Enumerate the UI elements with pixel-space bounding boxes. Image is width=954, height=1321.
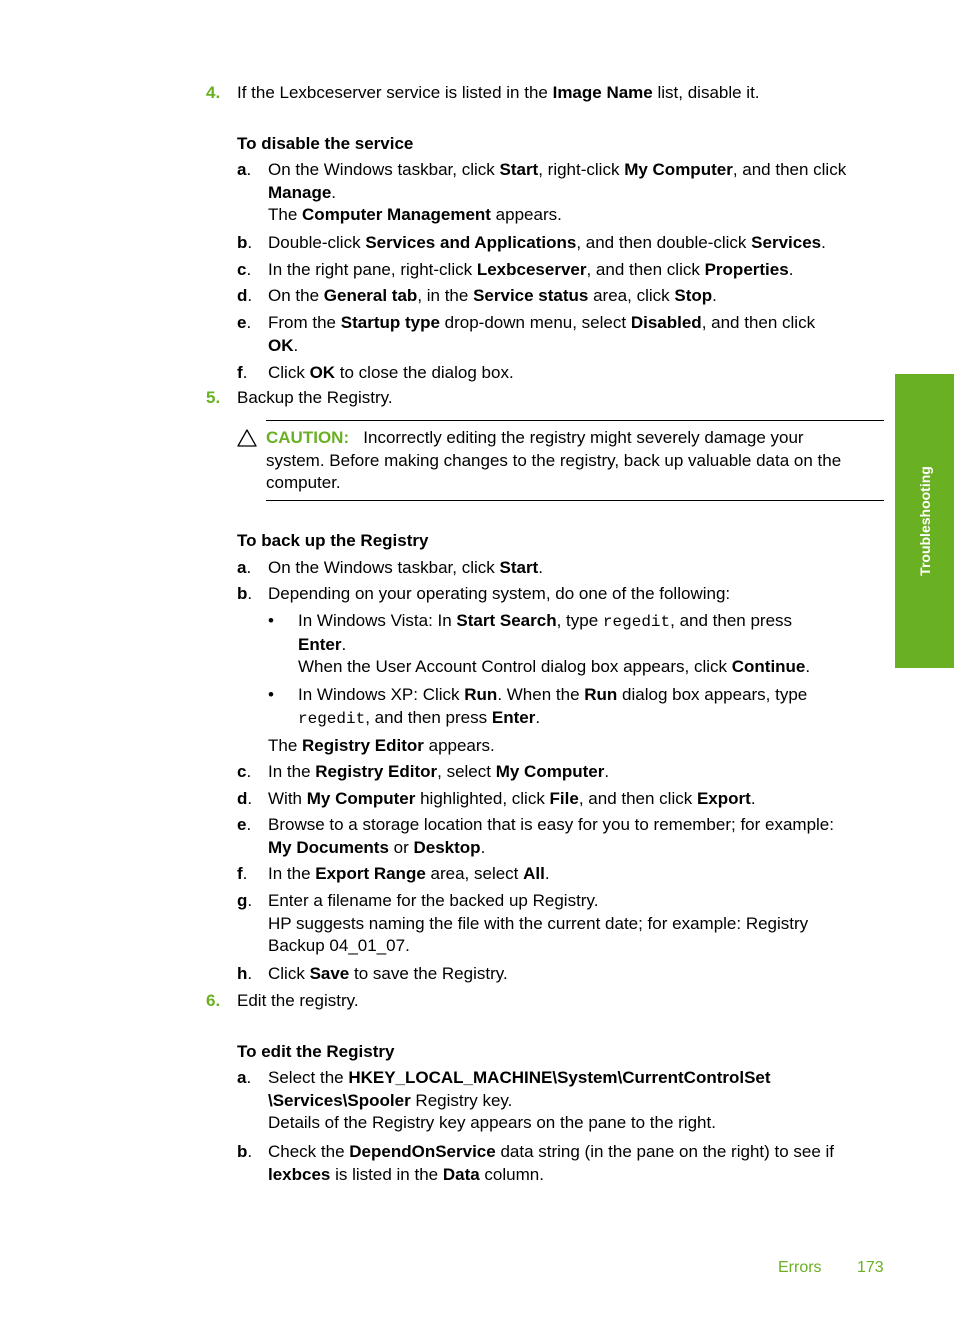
warning-triangle-icon [237,429,257,449]
section-heading: To disable the service [237,134,414,153]
step-text: If the Lexbceserver service is listed in the Image Name list, disable it. [237,83,760,102]
list-item: In the Export Range area, select All. [268,864,550,883]
list-item: Double-click Services and Applications, and then double-click Services. [268,233,826,252]
list-item: With My Computer highlighted, click File, and then click Export. [268,789,756,808]
item-letter: g. [237,891,253,910]
item-letter: a. [237,1068,252,1087]
item-letter: b. [237,584,253,603]
caution-bottom-rule [266,500,884,501]
step-text: Edit the registry. [237,991,359,1010]
note-text: The Registry Editor appears. [268,736,495,755]
item-letter: a. [237,160,252,179]
list-item: Depending on your operating system, do one of the following: [268,584,731,603]
list-item: Browse to a storage location that is easy for you to remember; for example: My Documents or Desktop. [268,815,834,857]
list-item: On the Windows taskbar, click Start, right-click My Computer, and then click Manage. The Computer Management appears. [268,160,847,224]
section-heading: To back up the Registry [237,531,429,550]
bullet-item-xp: In Windows XP: Click Run. When the Run dialog box appears, type regedit, and then press Enter. [298,685,808,728]
chapter-tab-label: Troubleshooting [916,466,933,576]
footer-section: Errors [778,1259,822,1276]
section-heading: To edit the Registry [237,1042,395,1061]
item-letter: f. [237,363,248,382]
list-item: On the Windows taskbar, click Start. [268,558,543,577]
item-letter: f. [237,864,248,883]
bullet-item-vista: In Windows Vista: In Start Search, type regedit, and then press Enter. When the User Account Control dialog box appears, click Continue. [298,611,811,676]
bullet: • [268,685,274,704]
list-item: In the right pane, right-click Lexbceserver, and then click Properties. [268,260,794,279]
chapter-tab [895,374,954,668]
item-letter: e. [237,313,252,332]
step-number: 4. [206,83,221,102]
caution-text: CAUTION: Incorrectly editing the registry might severely damage your system. Before making changes to the registry, back up valuable data on the computer. [266,428,842,492]
list-item: Check the DependOnService data string (in the pane on the right) to see if lexbces is listed in the Data column. [268,1142,835,1184]
step-number: 5. [206,388,221,407]
item-letter: a. [237,558,252,577]
item-letter: c. [237,762,252,781]
list-item: Click OK to close the dialog box. [268,363,514,382]
item-letter: c. [237,260,252,279]
list-item: Click Save to save the Registry. [268,964,508,983]
page-number: 173 [857,1259,884,1276]
list-item: In the Registry Editor, select My Computer. [268,762,610,781]
item-letter: h. [237,964,253,983]
list-item: Select the HKEY_LOCAL_MACHINE\System\CurrentControlSet \Services\Spooler Registry key. Details of the Registry key appears on the pane to the right. [268,1068,771,1132]
caution-top-rule [266,420,884,421]
item-letter: d. [237,789,253,808]
item-letter: e. [237,815,252,834]
item-letter: b. [237,1142,253,1161]
list-item: From the Startup type drop-down menu, select Disabled, and then click OK. [268,313,816,355]
step-number: 6. [206,991,221,1010]
caution-label: CAUTION: [266,428,350,447]
item-letter: b. [237,233,253,252]
list-item: On the General tab, in the Service status area, click Stop. [268,286,717,305]
list-item: Enter a filename for the backed up Registry. HP suggests naming the file with the current date; for example: Registry Backup 04_01_07. [268,891,809,955]
item-letter: d. [237,286,253,305]
bullet: • [268,611,274,630]
step-text: Backup the Registry. [237,388,393,407]
